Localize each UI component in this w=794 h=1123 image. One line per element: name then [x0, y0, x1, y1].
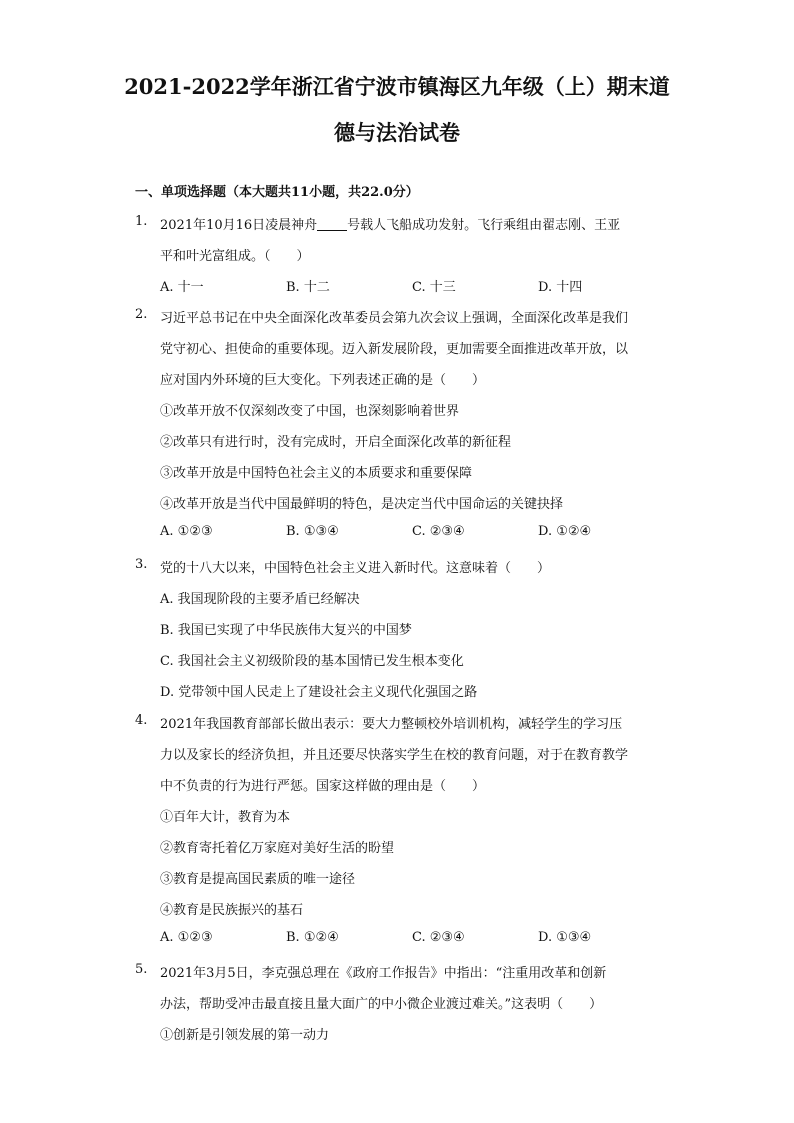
option-b: B. 十二 — [286, 280, 330, 295]
question-stem-line: 2021年10月16日凌晨神舟 号载人飞船成功发射。飞行乘组由翟志刚、王亚 — [160, 218, 621, 233]
statement-4: ④教育是民族振兴的基石 — [160, 903, 304, 918]
exam-title — [0, 64, 794, 156]
question-stem-line: 办法，帮助受冲击最直接且量大面广的中小微企业渡过难关。”这表明（ ） — [160, 997, 603, 1012]
statement-2: ②教育寄托着亿万家庭对美好生活的盼望 — [160, 841, 395, 856]
option-d: D. ①③④ — [538, 930, 592, 945]
statement-4: ④改革开放是当代中国最鲜明的特色，是决定当代中国命运的关键抉择 — [160, 497, 564, 512]
option-c: C. ②③④ — [412, 524, 465, 539]
option-b: B. ①②④ — [286, 930, 339, 945]
statement-1: ①百年大计，教育为本 — [160, 810, 291, 825]
answer-blank — [317, 218, 347, 231]
question-number: 1. — [135, 214, 148, 229]
question-stem-line: 2021年3月5日，李克强总理在《政府工作报告》中指出：“注重用改革和创新 — [160, 966, 607, 981]
option-a: A. 我国现阶段的主要矛盾已经解决 — [160, 592, 360, 607]
statement-1: ①创新是引领发展的第一动力 — [160, 1028, 330, 1043]
section-heading: 一、单项选择题（本大题共11小题，共22.0分） — [135, 185, 419, 200]
question-number: 5. — [135, 962, 148, 977]
option-d: D. 党带领中国人民走上了建设社会主义现代化强国之路 — [160, 685, 478, 700]
question-number: 3. — [135, 557, 148, 572]
question-stem-line: 力以及家长的经济负担，并且还要尽快落实学生在校的教育问题，对于在教育教学 — [160, 748, 629, 763]
question-stem-line: 应对国内外环境的巨大变化。下列表述正确的是（ ） — [160, 373, 486, 388]
option-d: D. 十四 — [538, 280, 583, 295]
title-line-1: 2021-2022学年浙江省宁波市镇海区九年级（上）期末道 — [124, 74, 670, 99]
question-stem-line: 党的十八大以来，中国特色社会主义进入新时代。这意味着（ ） — [160, 561, 551, 576]
statement-1: ①改革开放不仅深刻改变了中国，也深刻影响着世界 — [160, 404, 460, 419]
question-stem-line: 习近平总书记在中央全面深化改革委员会第九次会议上强调，全面深化改革是我们 — [160, 311, 629, 326]
option-c: C. 我国社会主义初级阶段的基本国情已发生根本变化 — [160, 654, 464, 669]
question-stem-line: 党守初心、担使命的重要体现。迈入新发展阶段，更加需要全面推进改革开放，以 — [160, 342, 629, 357]
statement-2: ②改革只有进行时，没有完成时，开启全面深化改革的新征程 — [160, 435, 512, 450]
option-a: A. ①②③ — [160, 524, 213, 539]
statement-3: ③改革开放是中国特色社会主义的本质要求和重要保障 — [160, 466, 473, 481]
option-a: A. ①②③ — [160, 930, 213, 945]
question-stem-line: 2021年我国教育部部长做出表示：要大力整顿校外培训机构，减轻学生的学习压 — [160, 717, 623, 732]
option-a: A. 十一 — [160, 280, 204, 295]
statement-3: ③教育是提高国民素质的唯一途径 — [160, 872, 356, 887]
option-b: B. ①③④ — [286, 524, 339, 539]
option-c: C. 十三 — [412, 280, 456, 295]
question-stem-line: 平和叶光富组成。（ ） — [160, 249, 310, 264]
option-c: C. ②③④ — [412, 930, 465, 945]
option-d: D. ①②④ — [538, 524, 592, 539]
question-number: 2. — [135, 307, 148, 322]
title-line-2: 德与法治试卷 — [334, 120, 460, 145]
question-number: 4. — [135, 713, 148, 728]
option-b: B. 我国已实现了中华民族伟大复兴的中国梦 — [160, 623, 412, 638]
question-stem-line: 中不负责的行为进行严惩。国家这样做的理由是（ ） — [160, 779, 486, 794]
